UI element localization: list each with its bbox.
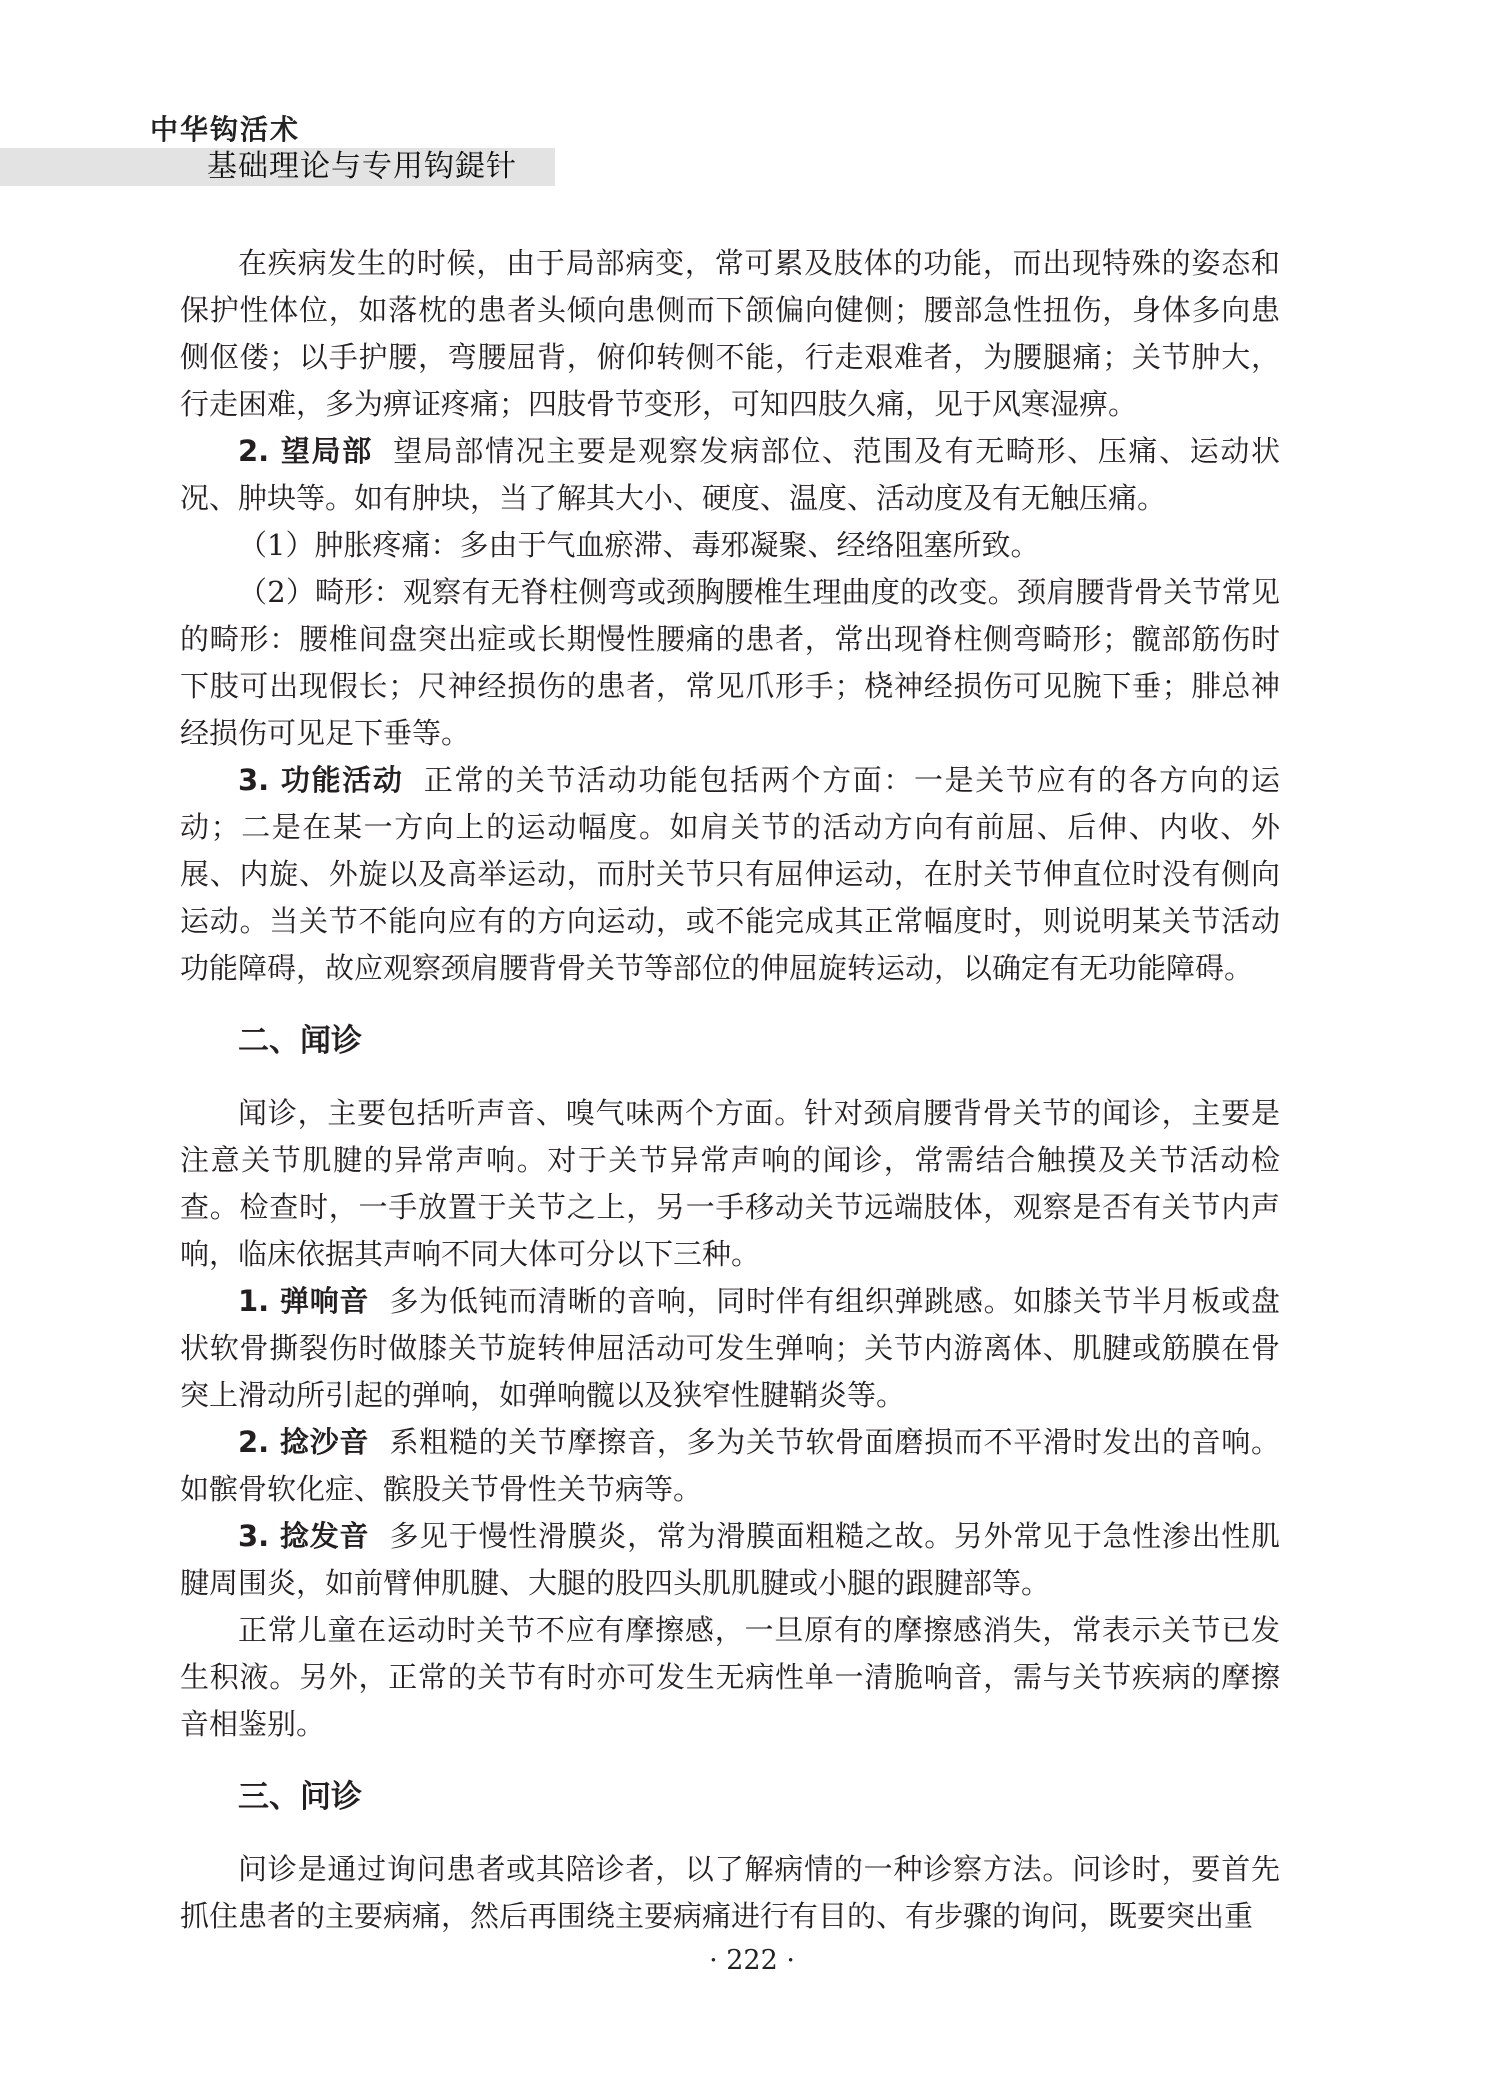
paragraph-listening-intro: 闻诊，主要包括听声音、嗅气味两个方面。针对颈肩腰背骨关节的闻诊，主要是注意关节肌腱的异常声响。对于关节异常声响的闻诊，常需结合触摸及关节活动检查。检查时，一手放置于关节之上，另一手移动关节远端肢体，观察是否有关节内声响，临床依据其声响不同大体可分以下三种。 [180, 1096, 1280, 1271]
paragraph-text: 多为低钝而清晰的音响，同时伴有组织弹跳感。如膝关节半月板或盘状软骨撕裂伤时做膝关节旋转伸屈活动可发生弹响；关节内游离体、肌腱或筋膜在骨突上滑动所引起的弹响，如弹响髋以及狭窄性腱鞘炎等。 [180, 1284, 1280, 1412]
paragraph-crepitus [180, 1513, 1280, 1607]
term-crepitus: 3. 捻发音 [238, 1519, 370, 1553]
paragraph-posture: 在疾病发生的时候，由于局部病变，常可累及肢体的功能，而出现特殊的姿态和保护性体位，如落枕的患者头倾向患侧而下颌偏向健侧；腰部急性扭伤，身体多向患侧伛偻；以手护腰，弯腰屈背，俯仰转侧不能，行走艰难者，为腰腿痛；关节肿大，行走困难，多为痹证疼痛；四肢骨节变形，可知四肢久痛，见于风寒湿痹。 [180, 246, 1280, 421]
paragraph-local-inspection [180, 428, 1280, 522]
paragraph-swelling: （1）肿胀疼痛：多由于气血瘀滞、毒邪凝聚、经络阻塞所致。 [238, 528, 1040, 562]
term-grating-sound: 2. 捻沙音 [238, 1425, 370, 1459]
paragraph-function [180, 757, 1280, 992]
page-body [180, 240, 1280, 1940]
term-local-inspection: 2. 望局部 [238, 434, 373, 468]
paragraph-text: 正常的关节活动功能包括两个方面：一是关节应有的各方向的运动；二是在某一方向上的运动幅度。如肩关节的活动方向有前屈、后伸、内收、外展、内旋、外旋以及高举运动，而肘关节只有屈伸运动，在肘关节伸直位时没有侧向运动。当关节不能向应有的方向运动，或不能完成其正常幅度时，则说明某关节活动功能障碍，故应观察颈肩腰背骨关节等部位的伸屈旋转运动，以确定有无功能障碍。 [180, 763, 1280, 985]
page-number: · 222 · [709, 1945, 795, 1976]
paragraph-grating-sound [180, 1419, 1280, 1513]
paragraph-deformity: （2）畸形：观察有无脊柱侧弯或颈胸腰椎生理曲度的改变。颈肩腰背骨关节常见的畸形：腰椎间盘突出症或长期慢性腰痛的患者，常出现脊柱侧弯畸形；髋部筋伤时下肢可出现假长；尺神经损伤的患者，常见爪形手；桡神经损伤可见腕下垂；腓总神经损伤可见足下垂等。 [180, 575, 1280, 750]
book-series-title: 中华钩活术 [150, 113, 301, 146]
section-heading-inquiry: 三、问诊 [238, 1779, 362, 1815]
section-heading-listening: 二、闻诊 [238, 1023, 362, 1059]
book-volume-title: 基础理论与专用钩鍉针 [207, 149, 517, 184]
paragraph-snapping-sound [180, 1278, 1280, 1419]
term-snapping-sound: 1. 弹响音 [238, 1284, 370, 1318]
paragraph-text: 多见于慢性滑膜炎，常为滑膜面粗糙之故。另外常见于急性渗出性肌腱周围炎，如前臂伸肌腱、大腿的股四头肌肌腱或小腿的跟腱部等。 [180, 1519, 1280, 1600]
paragraph-children: 正常儿童在运动时关节不应有摩擦感，一旦原有的摩擦感消失，常表示关节已发生积液。另外，正常的关节有时亦可发生无病性单一清脆响音，需与关节疾病的摩擦音相鉴别。 [180, 1613, 1280, 1741]
paragraph-text: 系粗糙的关节摩擦音，多为关节软骨面磨损而不平滑时发出的音响。如髌骨软化症、髌股关节骨性关节病等。 [180, 1425, 1280, 1506]
paragraph-inquiry-intro: 问诊是通过询问患者或其陪诊者，以了解病情的一种诊察方法。问诊时，要首先抓住患者的主要病痛，然后再围绕主要病痛进行有目的、有步骤的询问，既要突出重 [180, 1852, 1280, 1933]
paragraph-text: 望局部情况主要是观察发病部位、范围及有无畸形、压痛、运动状况、肿块等。如有肿块，当了解其大小、硬度、温度、活动度及有无触压痛。 [180, 434, 1280, 515]
term-function: 3. 功能活动 [238, 763, 404, 797]
